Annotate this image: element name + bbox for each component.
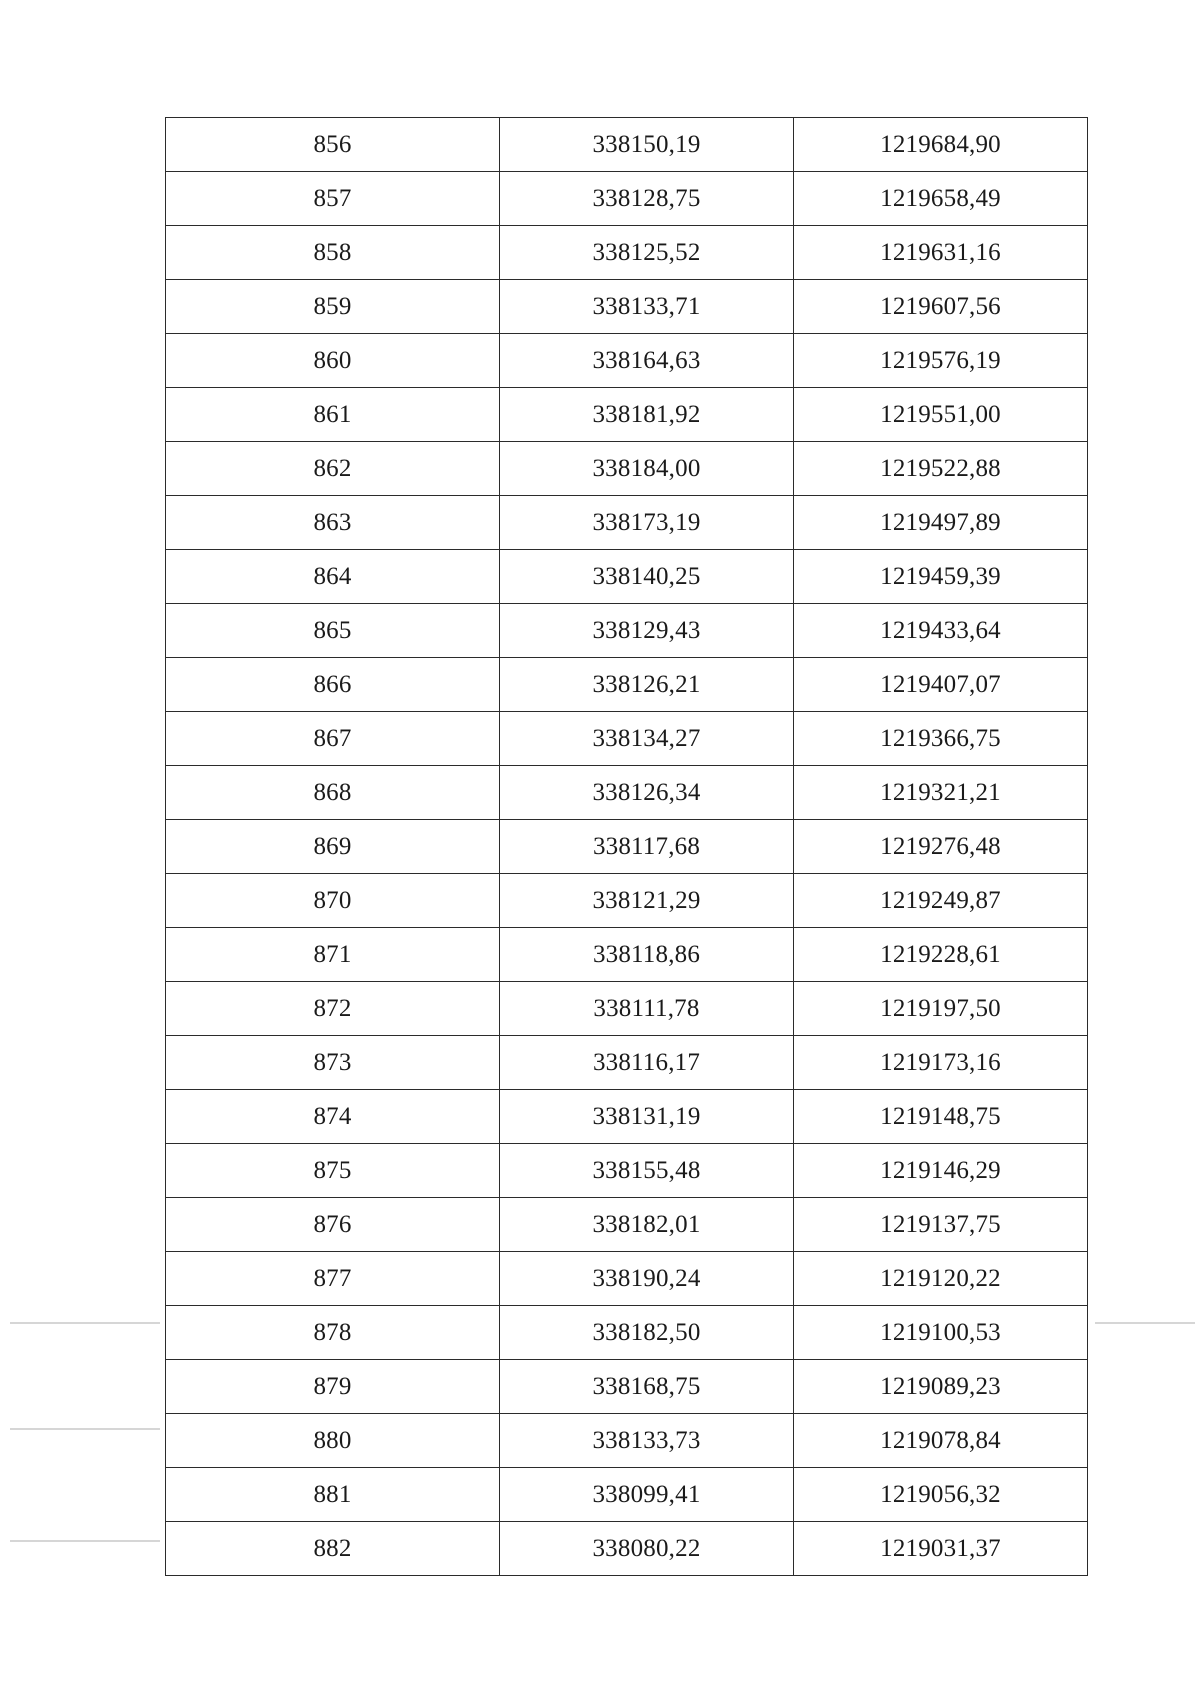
point-number-cell: 870 [166, 874, 500, 928]
y-coordinate-cell: 1219078,84 [794, 1414, 1088, 1468]
table-row [166, 604, 1088, 658]
x-coordinate-cell: 338155,48 [500, 1144, 794, 1198]
x-coordinate-cell: 338131,19 [500, 1090, 794, 1144]
x-coordinate-cell: 338182,50 [500, 1306, 794, 1360]
point-number-cell: 867 [166, 712, 500, 766]
point-number-cell: 880 [166, 1414, 500, 1468]
x-coordinate-cell: 338182,01 [500, 1198, 794, 1252]
coordinates-table-body [166, 118, 1088, 1576]
point-number-cell: 881 [166, 1468, 500, 1522]
bleed-through-line [10, 1428, 160, 1430]
y-coordinate-cell: 1219197,50 [794, 982, 1088, 1036]
table-row [166, 118, 1088, 172]
y-coordinate-cell: 1219607,56 [794, 280, 1088, 334]
y-coordinate-cell: 1219684,90 [794, 118, 1088, 172]
bleed-through-line [10, 1540, 160, 1542]
y-coordinate-cell: 1219631,16 [794, 226, 1088, 280]
table-row [166, 712, 1088, 766]
y-coordinate-cell: 1219120,22 [794, 1252, 1088, 1306]
point-number-cell: 876 [166, 1198, 500, 1252]
x-coordinate-cell: 338150,19 [500, 118, 794, 172]
table-row [166, 280, 1088, 334]
point-number-cell: 866 [166, 658, 500, 712]
y-coordinate-cell: 1219100,53 [794, 1306, 1088, 1360]
x-coordinate-cell: 338173,19 [500, 496, 794, 550]
table-row [166, 1414, 1088, 1468]
point-number-cell: 861 [166, 388, 500, 442]
y-coordinate-cell: 1219522,88 [794, 442, 1088, 496]
table-row [166, 928, 1088, 982]
y-coordinate-cell: 1219497,89 [794, 496, 1088, 550]
table-row [166, 982, 1088, 1036]
point-number-cell: 859 [166, 280, 500, 334]
y-coordinate-cell: 1219137,75 [794, 1198, 1088, 1252]
x-coordinate-cell: 338181,92 [500, 388, 794, 442]
x-coordinate-cell: 338080,22 [500, 1522, 794, 1576]
point-number-cell: 882 [166, 1522, 500, 1576]
x-coordinate-cell: 338128,75 [500, 172, 794, 226]
x-coordinate-cell: 338133,73 [500, 1414, 794, 1468]
y-coordinate-cell: 1219658,49 [794, 172, 1088, 226]
table-row [166, 550, 1088, 604]
y-coordinate-cell: 1219551,00 [794, 388, 1088, 442]
y-coordinate-cell: 1219459,39 [794, 550, 1088, 604]
table-row [166, 496, 1088, 550]
x-coordinate-cell: 338125,52 [500, 226, 794, 280]
table-row [166, 1360, 1088, 1414]
x-coordinate-cell: 338133,71 [500, 280, 794, 334]
coordinates-table [165, 117, 1088, 1576]
y-coordinate-cell: 1219173,16 [794, 1036, 1088, 1090]
table-row [166, 820, 1088, 874]
point-number-cell: 860 [166, 334, 500, 388]
table-row [166, 1522, 1088, 1576]
x-coordinate-cell: 338121,29 [500, 874, 794, 928]
point-number-cell: 874 [166, 1090, 500, 1144]
x-coordinate-cell: 338099,41 [500, 1468, 794, 1522]
table-row [166, 1090, 1088, 1144]
point-number-cell: 864 [166, 550, 500, 604]
point-number-cell: 868 [166, 766, 500, 820]
point-number-cell: 857 [166, 172, 500, 226]
y-coordinate-cell: 1219228,61 [794, 928, 1088, 982]
bleed-through-line [1095, 1322, 1195, 1324]
table-row [166, 1144, 1088, 1198]
point-number-cell: 858 [166, 226, 500, 280]
y-coordinate-cell: 1219089,23 [794, 1360, 1088, 1414]
table-row [166, 766, 1088, 820]
table-row [166, 1468, 1088, 1522]
x-coordinate-cell: 338184,00 [500, 442, 794, 496]
table-row [166, 334, 1088, 388]
table-row [166, 172, 1088, 226]
table-row [166, 1198, 1088, 1252]
y-coordinate-cell: 1219249,87 [794, 874, 1088, 928]
table-row [166, 1252, 1088, 1306]
point-number-cell: 862 [166, 442, 500, 496]
x-coordinate-cell: 338126,21 [500, 658, 794, 712]
table-row [166, 442, 1088, 496]
y-coordinate-cell: 1219433,64 [794, 604, 1088, 658]
point-number-cell: 873 [166, 1036, 500, 1090]
point-number-cell: 863 [166, 496, 500, 550]
x-coordinate-cell: 338164,63 [500, 334, 794, 388]
y-coordinate-cell: 1219407,07 [794, 658, 1088, 712]
table-row [166, 226, 1088, 280]
point-number-cell: 856 [166, 118, 500, 172]
x-coordinate-cell: 338118,86 [500, 928, 794, 982]
table-row [166, 658, 1088, 712]
x-coordinate-cell: 338168,75 [500, 1360, 794, 1414]
point-number-cell: 875 [166, 1144, 500, 1198]
point-number-cell: 878 [166, 1306, 500, 1360]
table-row [166, 1036, 1088, 1090]
x-coordinate-cell: 338140,25 [500, 550, 794, 604]
x-coordinate-cell: 338134,27 [500, 712, 794, 766]
y-coordinate-cell: 1219031,37 [794, 1522, 1088, 1576]
y-coordinate-cell: 1219148,75 [794, 1090, 1088, 1144]
point-number-cell: 877 [166, 1252, 500, 1306]
y-coordinate-cell: 1219146,29 [794, 1144, 1088, 1198]
table-row [166, 874, 1088, 928]
y-coordinate-cell: 1219366,75 [794, 712, 1088, 766]
point-number-cell: 865 [166, 604, 500, 658]
y-coordinate-cell: 1219321,21 [794, 766, 1088, 820]
point-number-cell: 871 [166, 928, 500, 982]
x-coordinate-cell: 338190,24 [500, 1252, 794, 1306]
y-coordinate-cell: 1219276,48 [794, 820, 1088, 874]
y-coordinate-cell: 1219056,32 [794, 1468, 1088, 1522]
x-coordinate-cell: 338117,68 [500, 820, 794, 874]
point-number-cell: 872 [166, 982, 500, 1036]
point-number-cell: 879 [166, 1360, 500, 1414]
x-coordinate-cell: 338126,34 [500, 766, 794, 820]
table-row [166, 388, 1088, 442]
bleed-through-line [10, 1322, 160, 1324]
y-coordinate-cell: 1219576,19 [794, 334, 1088, 388]
x-coordinate-cell: 338129,43 [500, 604, 794, 658]
x-coordinate-cell: 338111,78 [500, 982, 794, 1036]
x-coordinate-cell: 338116,17 [500, 1036, 794, 1090]
point-number-cell: 869 [166, 820, 500, 874]
table-row [166, 1306, 1088, 1360]
